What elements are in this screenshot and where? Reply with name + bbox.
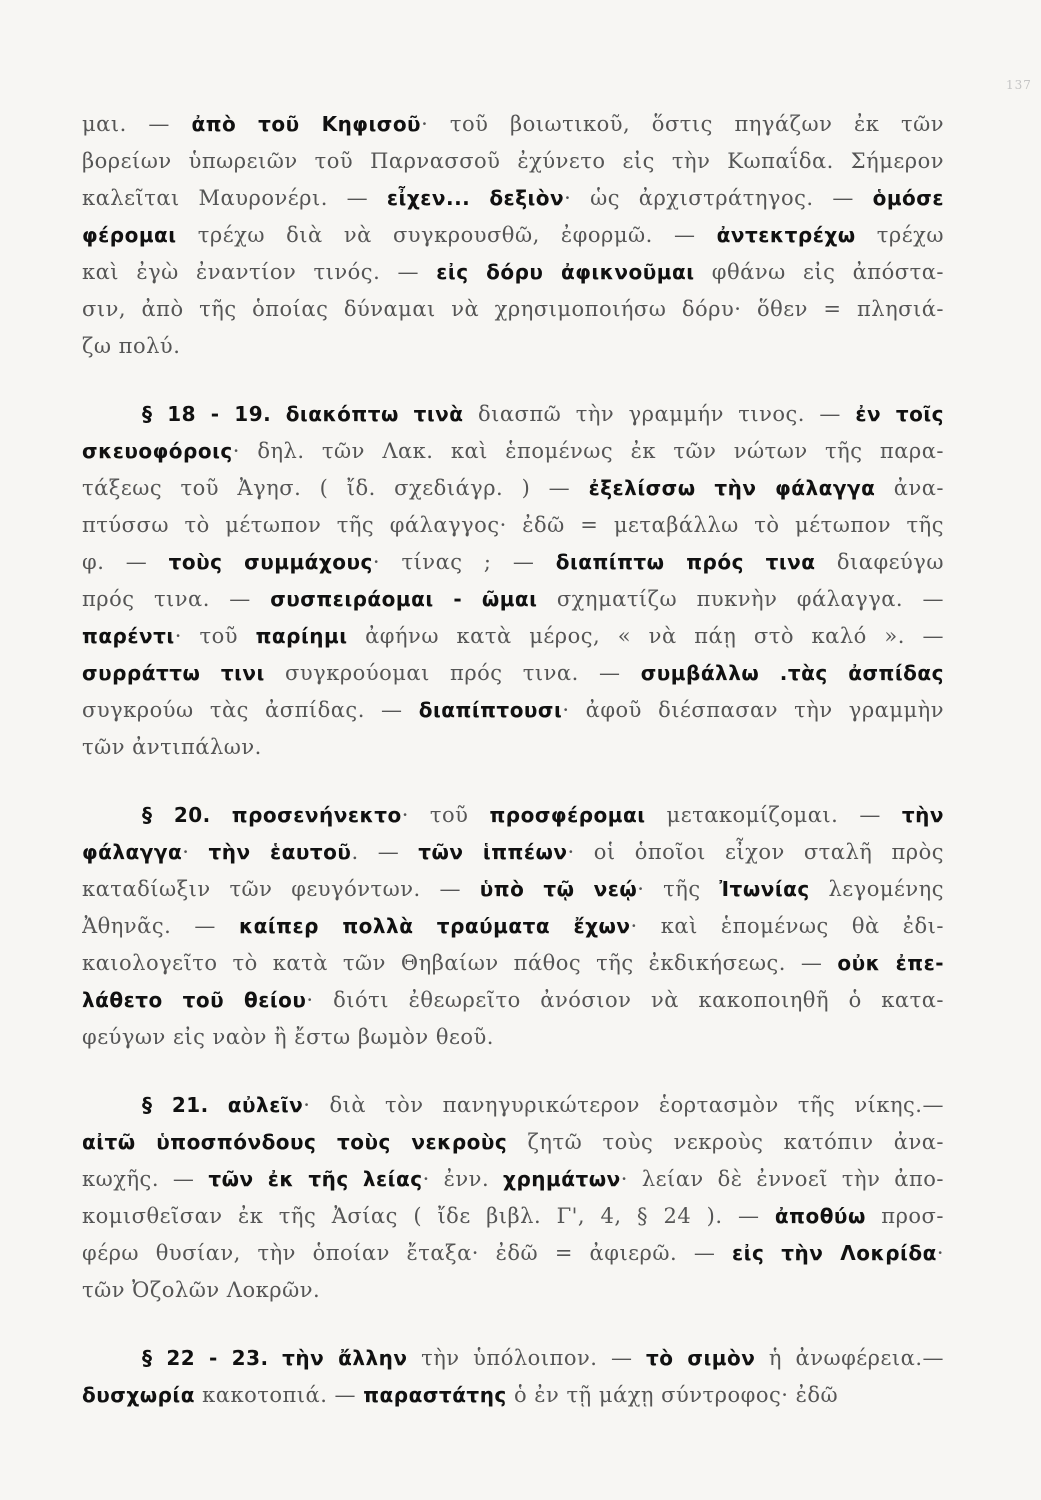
lemma-term: φέρομαι: [82, 223, 177, 247]
lemma-term: ἀπὸ τοῦ Κηφισοῦ: [191, 112, 422, 136]
text-line: § 21. αὐλεῖν· διὰ τὸν πανηγυρικώτερον ἑορτασμὸν τῆς νίκης.—: [142, 1093, 944, 1117]
lemma-term: εἶχεν... δεξιὸν: [386, 186, 565, 210]
lemma-term: σκευοφόροις: [82, 439, 233, 463]
lemma-term: ἀποθύω: [774, 1204, 866, 1228]
text-line: καιολογεῖτο τὸ κατὰ τῶν Θηβαίων πάθος τῆς ἐκδικήσεως. — οὐκ ἐπε-: [82, 951, 944, 975]
lemma-term: αἰτῶ ὑποσπόνδους τοὺς νεκροὺς: [82, 1130, 508, 1154]
lemma-term: συρράττω τινι: [82, 661, 265, 685]
paragraph: [82, 797, 944, 1056]
lemma-term: παρέντι: [82, 624, 175, 648]
lemma-term: εἰς τὴν Λοκρίδα: [732, 1241, 937, 1265]
lemma-term: φάλαγγα: [82, 840, 183, 864]
text-line: § 18 - 19. διακόπτω τινὰ διασπῶ τὴν γραμμήν τινος. — ἐν τοῖς: [142, 402, 944, 426]
lemma-term: συσπειράομαι - ῶμαι: [270, 587, 538, 611]
text-line: λάθετο τοῦ θείου· διότι ἐθεωρεῖτο ἀνόσιον νὰ κακοποιηθῆ ὁ κατα-: [82, 988, 944, 1012]
text-line: πτύσσω τὸ μέτωπον τῆς φάλαγγος· ἐδῶ = μεταβάλλω τὸ μέτωπον τῆς: [82, 513, 944, 537]
lemma-term: παραστάτης: [363, 1383, 507, 1407]
paragraph-gap: [82, 1309, 944, 1340]
text-line: φάλαγγα· τὴν ἑαυτοῦ. — τῶν ἱππέων· οἱ ὁποῖοι εἶχον σταλῆ πρὸς: [82, 840, 944, 864]
text-line: σιν, ἀπὸ τῆς ὁποίας δύναμαι νὰ χρησιμοποιήσω δόρυ· ὅθεν = πλησιά-: [82, 297, 944, 321]
lemma-term: συμβάλλω .τὰς ἀσπίδας: [640, 661, 944, 685]
text-line: § 20. προσενήνεκτο· τοῦ προσφέρομαι μετακομίζομαι. — τὴν: [142, 803, 944, 827]
paragraph: [82, 396, 944, 766]
lemma-term: διαπίπτουσι: [418, 698, 563, 722]
text-line: καλεῖται Μαυρονέρι. — εἶχεν... δεξιὸν· ὡς ἀρχιστράτηγος. — ὁμόσε: [82, 186, 944, 210]
section-number: § 18 - 19.: [142, 402, 272, 426]
lemma-term: τῶν ἐκ τῆς λείας: [208, 1167, 423, 1191]
text-line: πρός τινα. — συσπειράομαι - ῶμαι σχηματίζω πυκνὴν φάλαγγα. —: [82, 587, 944, 611]
lemma-term: τὸ σιμὸν: [646, 1346, 756, 1370]
lemma-term: παρίημι: [255, 624, 348, 648]
text-line: παρέντι· τοῦ παρίημι ἀφήνω κατὰ μέρος, « νὰ πάῃ στὸ καλό ». —: [82, 624, 944, 648]
text-line: δυσχωρία κακοτοπιά. — παραστάτης ὁ ἐν τῇ μάχῃ σύντροφος· ἐδῶ: [82, 1383, 839, 1407]
text-line: καὶ ἐγὼ ἐναντίον τινός. — εἰς δόρυ ἀφικνοῦμαι φθάνω εἰς ἀπόστα-: [82, 260, 944, 284]
text-line: σκευοφόροις· δηλ. τῶν Λακ. καὶ ἑπομένως ἐκ τῶν νώτων τῆς παρα-: [82, 439, 944, 463]
lemma-term: λάθετο τοῦ θείου: [82, 988, 307, 1012]
text-line: κομισθεῖσαν ἐκ τῆς Ἀσίας ( ἴδε βιβλ. Γ', 4, § 24 ). — ἀποθύω προσ-: [82, 1204, 944, 1228]
section-number: § 21.: [142, 1093, 209, 1117]
text-line: τάξεως τοῦ Ἀγησ. ( ἴδ. σχεδιάγρ. ) — ἐξελίσσω τὴν φάλαγγα ἀνα-: [82, 476, 944, 500]
text-line: τῶν Ὀζολῶν Λοκρῶν.: [82, 1278, 321, 1302]
text-line: καταδίωξιν τῶν φευγόντων. — ὑπὸ τῷ νεῴ· τῆς Ἰτωνίας λεγομένης: [82, 877, 944, 901]
lemma-term: οὐκ ἐπε-: [837, 951, 944, 975]
text-line: κωχῆς. — τῶν ἐκ τῆς λείας· ἐνν. χρημάτων· λείαν δὲ ἐννοεῖ τὴν ἀπο-: [82, 1167, 944, 1191]
text-line: συγκρούω τὰς ἀσπίδας. — διαπίπτουσι· ἀφοῦ διέσπασαν τὴν γραμμὴν: [82, 698, 944, 722]
paragraph: [82, 1340, 944, 1414]
text-line: συρράττω τινι συγκρούομαι πρός τινα. — συμβάλλω .τὰς ἀσπίδας: [82, 661, 944, 685]
lemma-term: τοὺς συμμάχους: [168, 550, 373, 574]
lemma-term: χρημάτων: [503, 1167, 621, 1191]
lemma-term: προσφέρομαι: [489, 803, 646, 827]
page-number: 137: [1006, 78, 1032, 92]
text-line: ζω πολύ.: [82, 334, 181, 358]
text-line: φέρω θυσίαν, τὴν ὁποίαν ἔταξα· ἐδῶ = ἀφιερῶ. — εἰς τὴν Λοκρίδα·: [82, 1241, 944, 1265]
text-line: φ. — τοὺς συμμάχους· τίνας ; — διαπίπτω πρός τινα διαφεύγω: [82, 550, 944, 574]
lemma-term: διακόπτω τινὰ: [285, 402, 464, 426]
lemma-term: αὐλεῖν: [227, 1093, 304, 1117]
paragraph-gap: [82, 365, 944, 396]
lemma-term: διαπίπτω πρός τινα: [555, 550, 816, 574]
document-body: [82, 106, 944, 1414]
lemma-term: ἐξελίσσω τὴν φάλαγγα: [588, 476, 876, 500]
lemma-term: τὴν ἑαυτοῦ: [208, 840, 352, 864]
lemma-term: δυσχωρία: [82, 1383, 195, 1407]
text-line: § 22 - 23. τὴν ἄλλην τὴν ὑπόλοιπον. — τὸ σιμὸν ἡ ἀνωφέρεια.—: [142, 1346, 944, 1370]
text-line: βορείων ὑπωρειῶν τοῦ Παρνασσοῦ ἐχύνετο εἰς τὴν Κωπαΐδα. Σήμερον: [82, 149, 944, 173]
section-number: § 22 - 23.: [142, 1346, 269, 1370]
lemma-term: τῶν ἱππέων: [418, 840, 568, 864]
text-line: τῶν ἀντιπάλων.: [82, 735, 262, 759]
lemma-term: εἰς δόρυ ἀφικνοῦμαι: [436, 260, 695, 284]
lemma-term: ὑπὸ τῷ νεῴ: [479, 877, 638, 901]
paragraph-gap: [82, 1056, 944, 1087]
text-line: αἰτῶ ὑποσπόνδους τοὺς νεκροὺς ζητῶ τοὺς νεκροὺς κατόπιν ἀνα-: [82, 1130, 944, 1154]
paragraph: [82, 1087, 944, 1309]
lemma-term: Ἰτωνίας: [719, 877, 810, 901]
paragraph-gap: [82, 766, 944, 797]
lemma-term: τὴν ἄλλην: [282, 1346, 408, 1370]
lemma-term: τὴν: [901, 803, 944, 827]
text-line: φεύγων εἰς ναὸν ἢ ἔστω βωμὸν θεοῦ.: [82, 1025, 494, 1049]
lemma-term: καίπερ πολλὰ τραύματα ἔχων: [238, 914, 631, 938]
lemma-term: προσενήνεκτο: [231, 803, 402, 827]
lemma-term: ἐν τοῖς: [855, 402, 944, 426]
lemma-term: ὁμόσε: [872, 186, 944, 210]
paragraph: [82, 106, 944, 365]
text-line: Ἀθηνᾶς. — καίπερ πολλὰ τραύματα ἔχων· καὶ ἑπομένως θὰ ἐδι-: [82, 914, 944, 938]
text-line: μαι. — ἀπὸ τοῦ Κηφισοῦ· τοῦ βοιωτικοῦ, ὅστις πηγάζων ἐκ τῶν: [82, 112, 944, 136]
lemma-term: ἀντεκτρέχω: [716, 223, 856, 247]
section-number: § 20.: [142, 803, 211, 827]
text-line: φέρομαι τρέχω διὰ νὰ συγκρουσθῶ, ἐφορμῶ. — ἀντεκτρέχω τρέχω: [82, 223, 944, 247]
